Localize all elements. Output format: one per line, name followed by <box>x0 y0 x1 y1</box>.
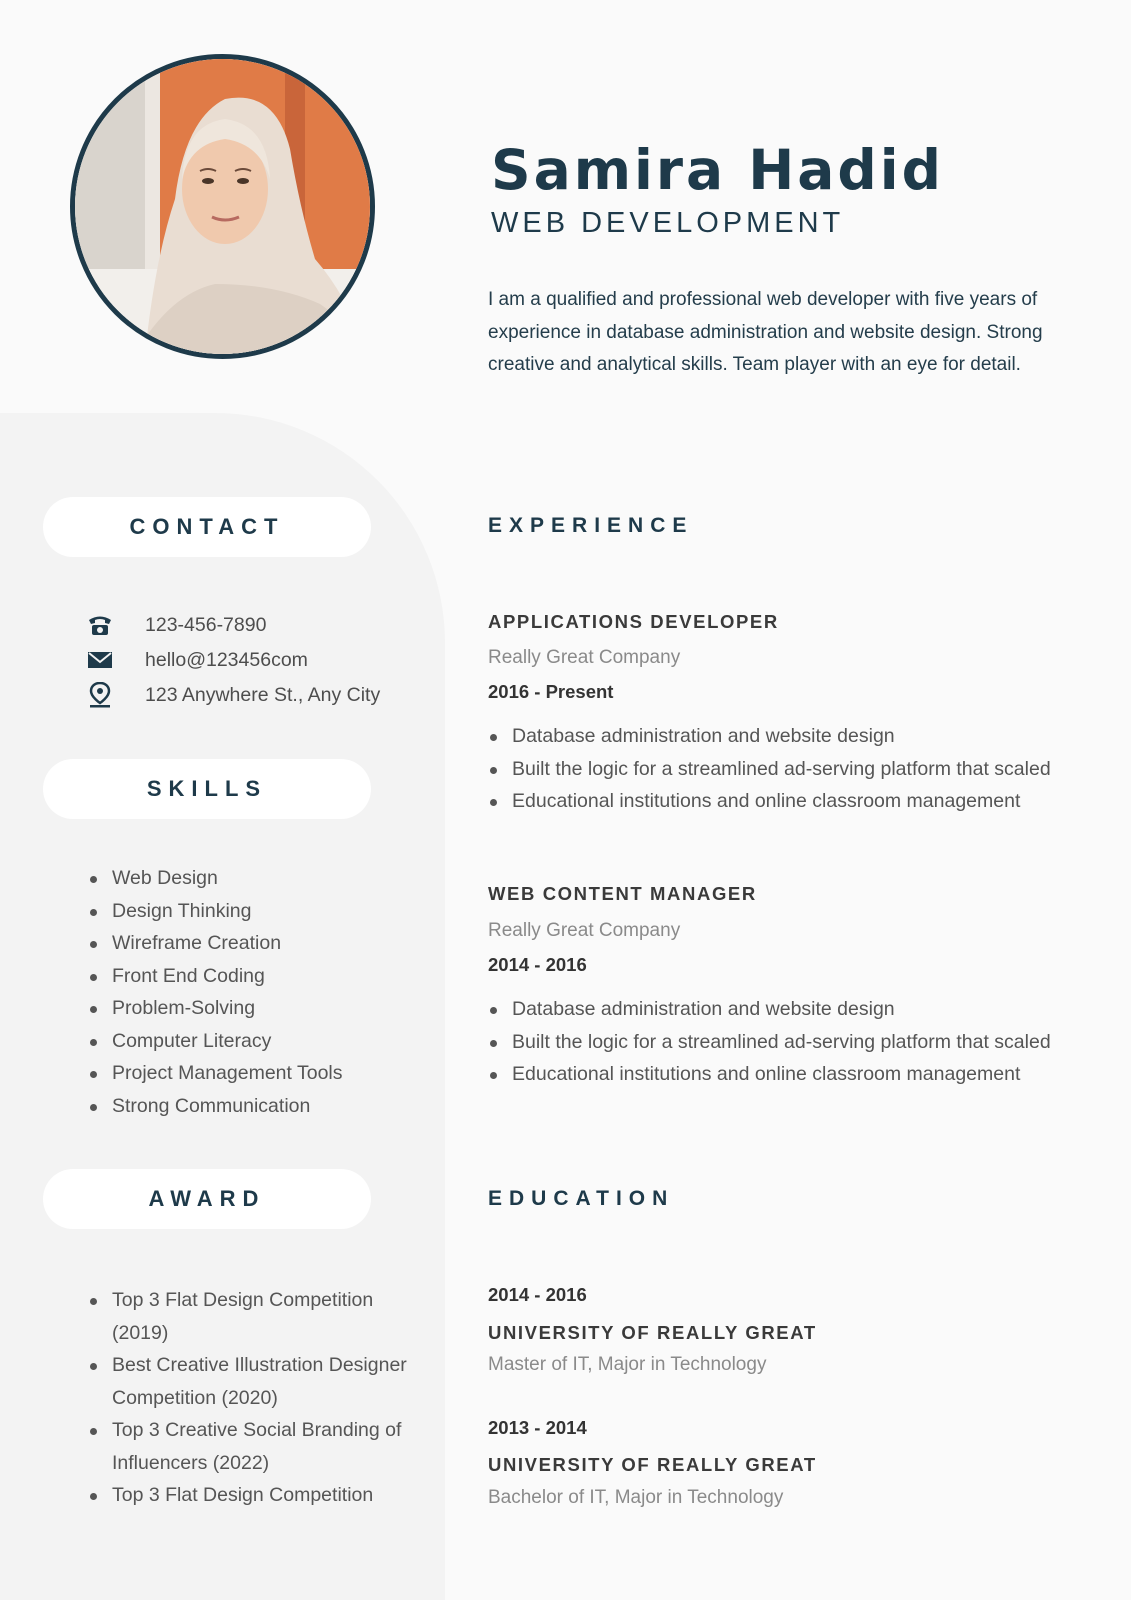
list-item: Problem-Solving <box>87 992 417 1025</box>
job-bullets <box>487 993 1062 1091</box>
education-school: UNIVERSITY OF REALLY GREAT <box>488 1454 817 1475</box>
list-item: Built the logic for a streamlined ad-serving platform that scaled <box>487 753 1062 786</box>
list-item: Front End Coding <box>87 960 417 993</box>
profile-photo <box>70 54 375 359</box>
job-company: Really Great Company <box>488 920 681 941</box>
job-company: Really Great Company <box>488 647 681 668</box>
education-dates: 2013 - 2014 <box>488 1417 587 1438</box>
list-item: Web Design <box>87 862 417 895</box>
mail-icon <box>86 647 114 673</box>
list-item: Database administration and website design <box>487 993 1062 1026</box>
list-item: Best Creative Illustration Designer Competition (2020) <box>87 1349 422 1414</box>
profile-role: WEB DEVELOPMENT <box>491 207 845 239</box>
skills-list <box>87 862 417 1122</box>
list-item: Top 3 Flat Design Competition (2019) <box>87 1284 422 1349</box>
job-bullets <box>487 720 1062 818</box>
location-pin-icon <box>86 682 114 708</box>
job-title: WEB CONTENT MANAGER <box>488 883 757 904</box>
contact-address <box>86 680 381 710</box>
list-item: Educational institutions and online classroom management <box>487 785 1062 818</box>
job-dates: 2016 - Present <box>488 681 614 702</box>
education-degree: Bachelor of IT, Major in Technology <box>488 1487 784 1508</box>
contact-email-text: hello@123456com <box>145 648 308 671</box>
job-title: APPLICATIONS DEVELOPER <box>488 611 779 632</box>
list-item: Project Management Tools <box>87 1057 417 1090</box>
contact-email <box>86 645 308 675</box>
contact-phone <box>86 610 267 640</box>
education-dates: 2014 - 2016 <box>488 1284 587 1305</box>
education-school: UNIVERSITY OF REALLY GREAT <box>488 1322 817 1343</box>
job-dates: 2014 - 2016 <box>488 954 587 975</box>
list-item: Educational institutions and online classroom management <box>487 1058 1062 1091</box>
list-item: Strong Communication <box>87 1090 417 1123</box>
list-item: Built the logic for a streamlined ad-serving platform that scaled <box>487 1026 1062 1059</box>
skills-heading: SKILLS <box>43 759 371 819</box>
contact-heading: CONTACT <box>43 497 371 557</box>
list-item: Design Thinking <box>87 895 417 928</box>
award-heading: AWARD <box>43 1169 371 1229</box>
contact-phone-text: 123-456-7890 <box>145 613 267 636</box>
education-degree: Master of IT, Major in Technology <box>488 1354 767 1375</box>
award-list <box>87 1284 422 1512</box>
profile-summary: I am a qualified and professional web developer with five years of experience in database administration and website design. Strong creative and analytical skills. Team player with an eye for detail. <box>488 289 1043 375</box>
list-item: Computer Literacy <box>87 1025 417 1058</box>
profile-name: Samira Hadid <box>491 138 945 202</box>
phone-icon <box>86 612 114 638</box>
contact-address-text: 123 Anywhere St., Any City <box>145 683 381 706</box>
experience-heading: EXPERIENCE <box>488 514 694 537</box>
list-item: Database administration and website design <box>487 720 1062 753</box>
education-heading: EDUCATION <box>488 1187 675 1210</box>
list-item: Wireframe Creation <box>87 927 417 960</box>
list-item: Top 3 Creative Social Branding of Influencers (2022) <box>87 1414 422 1479</box>
list-item: Top 3 Flat Design Competition <box>87 1479 422 1512</box>
